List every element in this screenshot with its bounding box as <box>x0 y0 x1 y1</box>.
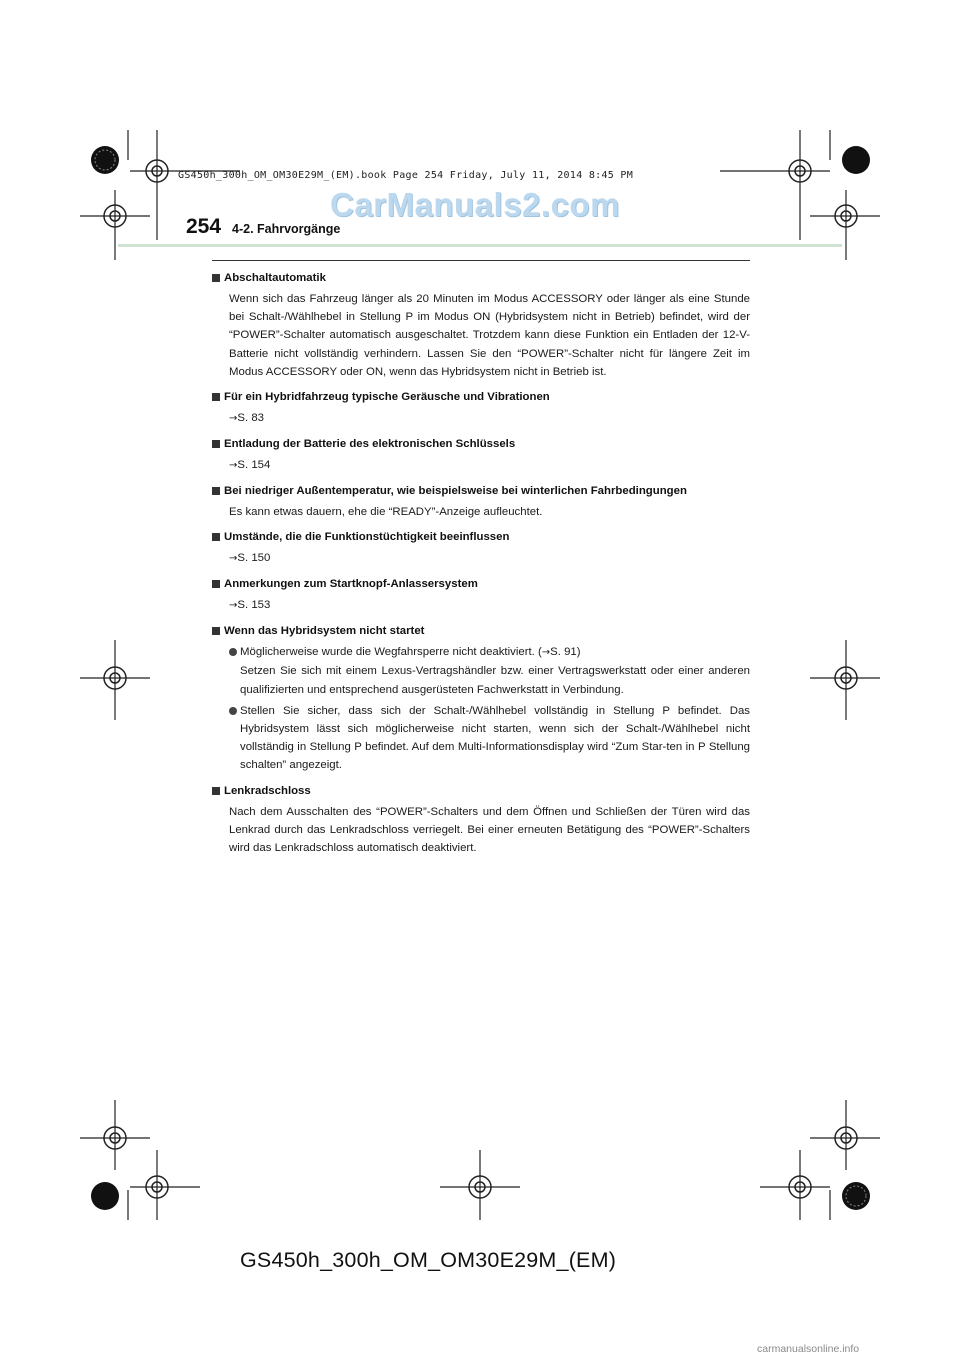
paragraph: Es kann etwas dauern, ehe die “READY”-Anzeige aufleuchtet. <box>229 506 543 519</box>
header-green-rule <box>118 244 842 247</box>
heading-geraeusche: Für ein Hybridfahrzeug typische Geräusche und Vibrationen <box>212 389 750 406</box>
header-divider <box>212 260 750 261</box>
page-reference <box>229 596 750 615</box>
heading-batterie: Entladung der Batterie des elektronischen Schlüssels <box>212 436 750 453</box>
page-reference <box>229 409 750 428</box>
heading-anmerkungen: Anmerkungen zum Startknopf-Anlassersystem <box>212 576 750 593</box>
square-bullet-icon <box>212 393 220 401</box>
page-reference <box>229 549 750 568</box>
page-content <box>212 270 750 857</box>
page-number: 254 <box>186 215 222 238</box>
reference-text: S. 150 <box>237 552 271 565</box>
square-bullet-icon <box>212 787 220 795</box>
page-reference <box>229 456 750 475</box>
arrow-right-icon: → <box>229 553 238 565</box>
heading-temperatur: Bei niedriger Außentemperatur, wie beispielsweise bei winterlichen Fahrbedingungen <box>212 483 750 500</box>
square-bullet-icon <box>212 487 220 495</box>
paragraph: Wenn sich das Fahrzeug länger als 20 Minuten im Modus ACCESSORY oder länger als eine Stunde bei Schalt-/Wählhebel in Stellung P im Modus ON (Hybridsystem nicht in Betrieb) befindet, wird der “POWER”-Schalter automatisch ausgeschaltet. Trotzdem kann diese Funktion ein Entladen der 12-V-Batterie nicht vollständig verhindern. Lassen Sie den “POWER”-Schalter nicht für längere Zeit im Modus ACCESSORY oder ON, wenn das Hybridsystem nicht in Betrieb ist. <box>229 293 750 378</box>
reference-text: S. 153 <box>237 599 271 612</box>
round-bullet-icon <box>229 707 237 715</box>
list-item: Möglicherweise wurde die Wegfahrsperre nicht deaktiviert. (→S. 91) Setzen Sie sich mit einem Lexus-Vertragshändler bzw. einer Vertragswerkstatt oder einer anderen qualifizierten und entsprechend ausgerüsteten Fachwerkstatt in Verbindung. <box>229 643 750 699</box>
round-bullet-icon <box>229 648 237 656</box>
document-code: GS450h_300h_OM_OM30E29M_(EM) <box>240 1248 617 1272</box>
heading-hybridsystem-startet-nicht: Wenn das Hybridsystem nicht startet <box>212 623 750 640</box>
square-bullet-icon <box>212 533 220 541</box>
heading-abschaltautomatik: Abschaltautomatik <box>212 270 750 287</box>
arrow-right-icon: → <box>541 647 551 659</box>
square-bullet-icon <box>212 274 220 282</box>
arrow-right-icon: → <box>229 600 238 612</box>
heading-umstaende: Umstände, die die Funktionstüchtigkeit beeinflussen <box>212 529 750 546</box>
arrow-right-icon: → <box>229 413 238 425</box>
watermark-carmanuals2: CarManuals2.com <box>330 186 620 223</box>
heading-lenkradschloss: Lenkradschloss <box>212 783 750 800</box>
square-bullet-icon <box>212 580 220 588</box>
reference-text: S. 154 <box>237 459 271 472</box>
section-title: 4-2. Fahrvorgänge <box>232 222 341 236</box>
square-bullet-icon <box>212 627 220 635</box>
book-info-line: GS450h_300h_OM_OM30E29M_(EM).book Page 254 Friday, July 11, 2014 8:45 PM <box>178 170 634 181</box>
square-bullet-icon <box>212 440 220 448</box>
watermark-carmanualsonline: carmanualsonline.info <box>757 1343 860 1355</box>
paragraph: Nach dem Ausschalten des “POWER”-Schalters und dem Öffnen und Schließen der Türen wird das Lenkrad durch das Lenkradschloss verriegelt. Bei einer erneuten Betätigung des “POWER”-Schalters wird das Lenkradschloss automatisch deaktiviert. <box>229 805 750 855</box>
list-item: Stellen Sie sicher, dass sich der Schalt-/Wählhebel vollständig in Stellung P befindet. Das Hybridsystem lässt sich möglicherweise nicht starten, wenn sich der Schalt-/Wählhebel nicht vollständig in Stellung P befindet. Auf dem Multi-Informationsdisplay wird “Zum Star-ten in P Stellung schalten” angezeigt. <box>229 702 750 775</box>
arrow-right-icon: → <box>229 460 238 472</box>
reference-text: S. 83 <box>237 412 264 425</box>
